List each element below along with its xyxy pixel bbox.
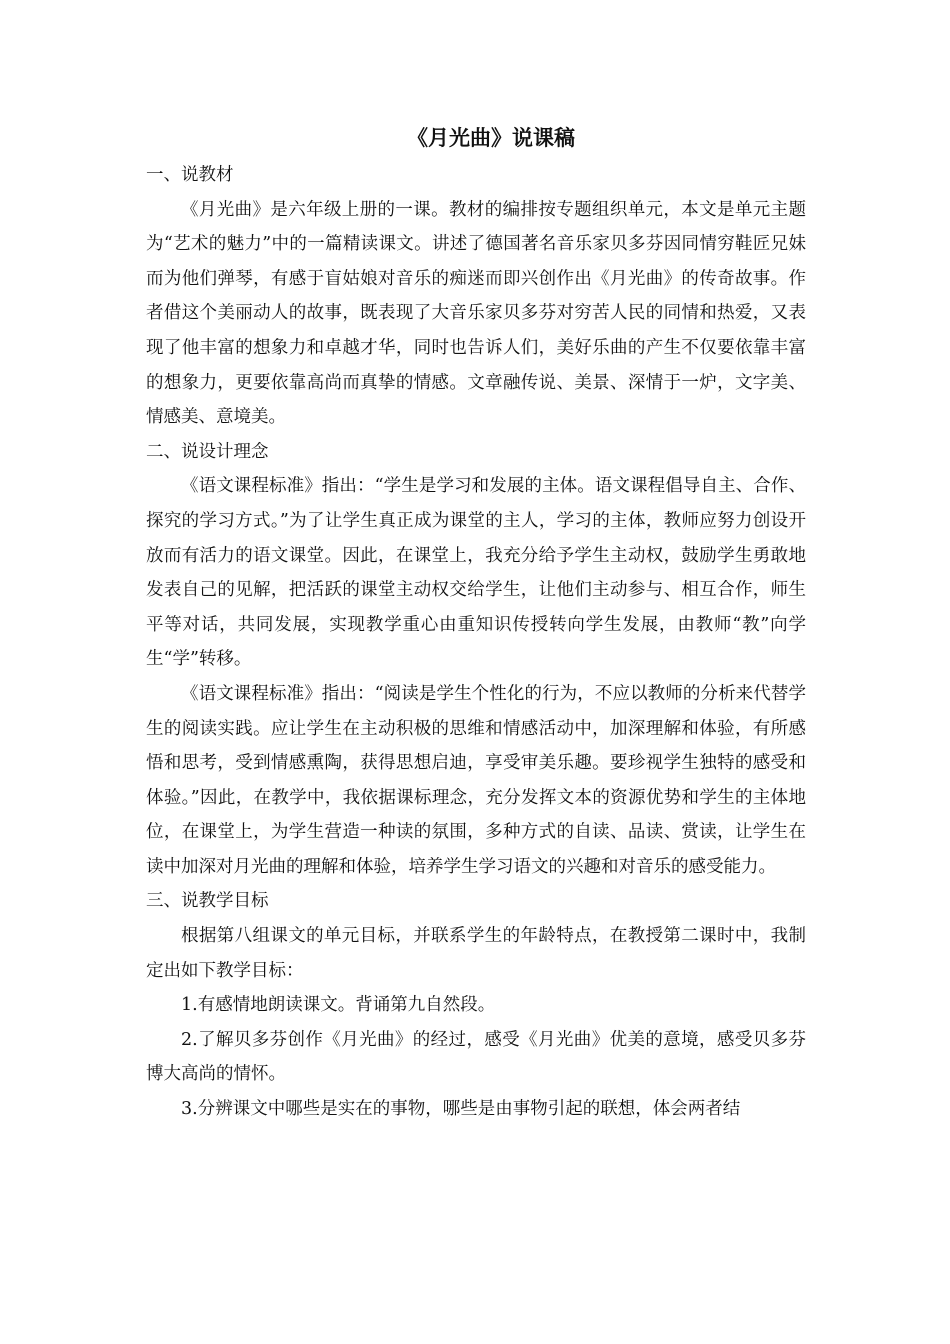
section-design-concept bbox=[146, 435, 806, 885]
goal-item-1: 1.有感情地朗读课文。背诵第九自然段。 bbox=[181, 995, 496, 1016]
section-heading: 二、说设计理念 bbox=[146, 441, 269, 462]
goal-item-3: 3.分辨课文中哪些是实在的事物，哪些是由事物引起的联想，体会两者结 bbox=[181, 1099, 741, 1120]
section-heading: 一、说教材 bbox=[146, 165, 234, 185]
paragraph: 《语文课程标准》指出：“阅读是学生个性化的行为，不应以教师的分析来代替学生的阅读实践。应让学生在主动积极的思维和情感活动中，加深理解和体验，有所感悟和思考，受到情感熏陶，获得思想启迪，享受审美乐趣。要珍视学生独特的感受和体验。”因此，在教学中，我依据课标理念，充分发挥文本的资源优势和学生的主体地位，在课堂上，为学生营造一种读的氛围，多种方式的自读、品读、赏读，让学生在读中加深对月光曲的理解和体验，培养学生学习语文的兴趣和对音乐的感受能力。 bbox=[146, 683, 806, 877]
section-heading: 三、说教学目标 bbox=[146, 891, 269, 912]
paragraph: 《语文课程标准》指出：“学生是学习和发展的主体。语文课程倡导自主、合作、探究的学习方式。”为了让学生真正成为课堂的主人，学习的主体，教师应努力创设开放而有活力的语文课堂。因此，在课堂上，我充分给予学生主动权，鼓励学生勇敢地发表自己的见解，把活跃的课堂主动权交给学生，让他们主动参与、相互合作，师生平等对话，共同发展，实现教学重心由重知识传授转向学生发展，由教师“教”向学生“学”转移。 bbox=[146, 476, 806, 670]
document-title: 《月光曲》说课稿 bbox=[407, 126, 575, 150]
section-teaching-goals bbox=[146, 884, 806, 1126]
section-teaching-material bbox=[146, 158, 806, 435]
document-page bbox=[146, 118, 806, 1127]
goal-item-2: 2.了解贝多芬创作《月光曲》的经过，感受《月光曲》优美的意境，感受贝多芬博大高尚的情怀。 bbox=[146, 1029, 806, 1085]
paragraph: 《月光曲》是六年级上册的一课。教材的编排按专题组织单元，本文是单元主题为“艺术的魅力”中的一篇精读课文。讲述了德国著名音乐家贝多芬因同情穷鞋匠兄妹而为他们弹琴，有感于盲姑娘对音乐的痴迷而即兴创作出《月光曲》的传奇故事。作者借这个美丽动人的故事，既表现了大音乐家贝多芬对穷苦人民的同情和热爱，又表现了他丰富的想象力和卓越才华，同时也告诉人们，美好乐曲的产生不仅要依靠丰富的想象力，更要依靠高尚而真挚的情感。文章融传说、美景、深情于一炉，文字美、情感美、意境美。 bbox=[146, 199, 806, 428]
paragraph: 根据第八组课文的单元目标，并联系学生的年龄特点，在教授第二课时中，我制定出如下教学目标： bbox=[146, 926, 806, 981]
